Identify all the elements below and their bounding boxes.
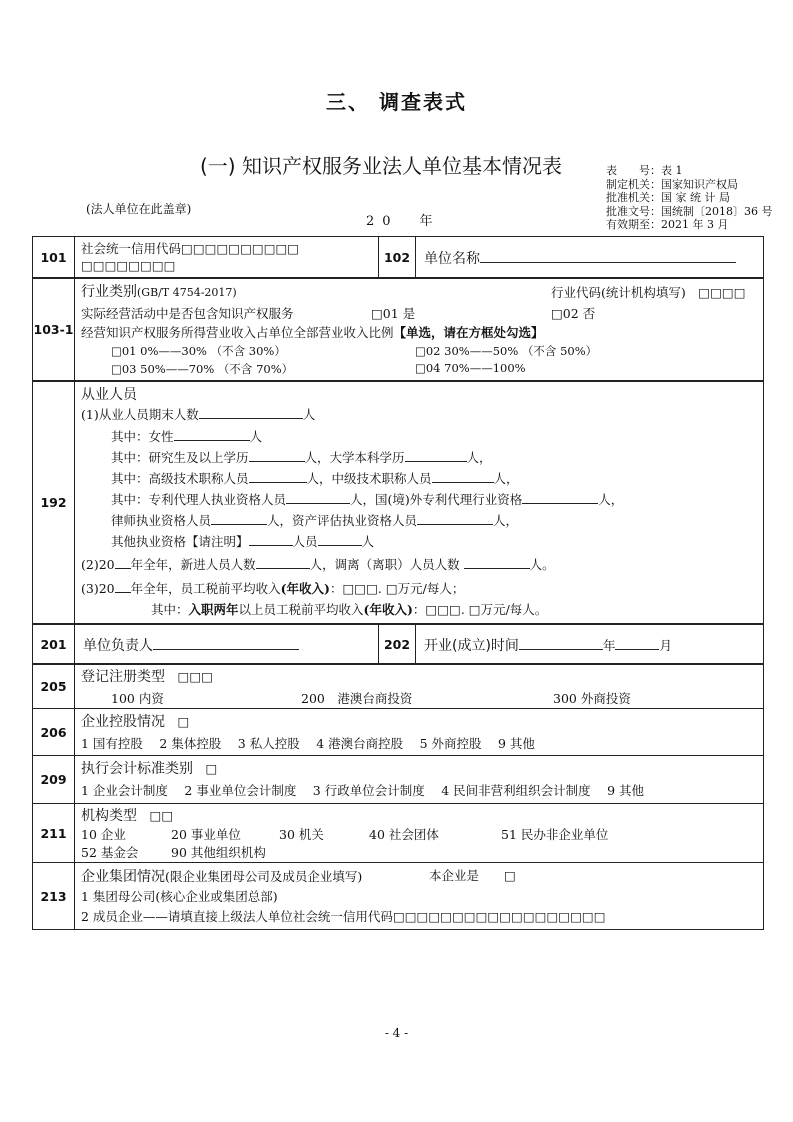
new-hires-field[interactable] — [256, 555, 310, 569]
credit-code-label: 社会统一信用代码 — [81, 241, 182, 256]
unit-person: 人 — [493, 471, 507, 486]
two-years-income-label: 以上员工税前平均收入 — [238, 602, 364, 617]
unit-person: 人 — [249, 429, 263, 444]
unit-person: 人 — [302, 407, 316, 422]
group-box[interactable]: □ — [504, 868, 516, 883]
appraiser-field[interactable] — [417, 511, 493, 525]
annual-income-label-2: (年收入) — [363, 602, 413, 617]
registration-option-hmt: 200 港澳台商投资 — [301, 691, 413, 706]
unit-person: 人 — [466, 450, 480, 465]
institution-type-heading: 机构类型 — [81, 808, 137, 824]
unit-person: 人 — [598, 492, 611, 507]
senior-title-field[interactable] — [249, 469, 307, 483]
group-option-member: 2 成员企业——请填直接上级法人单位社会统一信用代码 — [81, 909, 393, 924]
institution-option-enterprise: 10 企业 — [81, 827, 126, 842]
row-code-211: 211 — [33, 804, 75, 863]
holding-box[interactable]: □ — [177, 714, 190, 729]
row-code-205: 205 — [33, 664, 75, 709]
two-years-label: 入职两年 — [188, 602, 239, 617]
section-title: 三、 调查表式 — [326, 90, 467, 114]
new-hires-label: 年全年，新进人员人数 — [130, 557, 256, 572]
postgrad-label: 其中：研究生及以上学历 — [111, 450, 249, 465]
revenue-share-option-4[interactable]: □04 70%——100% — [415, 361, 526, 375]
lawyer-label: 律师执业资格人员 — [111, 513, 212, 528]
registration-option-domestic: 100 内资 — [111, 691, 164, 706]
two-years-income-boxes[interactable]: ：□□□. □万元/每人。 — [412, 602, 548, 617]
appraiser-label: 人，资产评估执业资格人员 — [267, 513, 418, 528]
meta-approving-authority: 批准机关：国 家 统 计 局 — [606, 191, 730, 204]
middle-title-field[interactable] — [432, 469, 494, 483]
row-code-192: 192 — [33, 381, 75, 624]
departures-field[interactable] — [464, 555, 530, 569]
form-title: (一) 知识产权服务业法人单位基本情况表 — [200, 154, 562, 178]
institution-option-private-nonprofit: 51 民办非企业单位 — [501, 827, 609, 842]
credit-code-boxes-1[interactable]: □□□□□□□□□□ — [181, 241, 300, 256]
page-number: - 4 - — [384, 1026, 409, 1040]
industry-code-boxes[interactable]: □□□□ — [698, 285, 746, 300]
meta-issuing-authority: 制定机关：国家知识产权局 — [606, 177, 738, 191]
row-code-102: 102 — [379, 237, 416, 279]
institution-option-social: 40 社会团体 — [369, 827, 439, 842]
year-label: 年 — [602, 638, 616, 653]
revenue-share-option-1[interactable]: □01 0%——30% （不含 30%） — [111, 344, 286, 358]
registration-type-heading: 登记注册类型 — [81, 669, 165, 685]
employees-heading: 从业人员 — [81, 387, 137, 403]
patent-agent-label: 其中：专利代理人执业资格人员 — [111, 492, 287, 507]
revenue-share-note: 【单选，请在方框处勾选】 — [393, 325, 544, 340]
founding-month-field[interactable] — [615, 636, 659, 650]
founding-year-field[interactable] — [519, 636, 603, 650]
accounting-standard-heading: 执行会计标准类别 — [81, 761, 193, 777]
ip-service-yes-option[interactable]: □01 是 — [371, 306, 416, 321]
founding-time-label: 开业(成立)时间 — [424, 638, 519, 654]
female-field[interactable] — [174, 427, 250, 441]
credit-code-boxes-2[interactable]: □□□□□□□□ — [81, 258, 176, 273]
period-person: 人。 — [529, 557, 555, 572]
other-persons-label: 人员 — [292, 534, 318, 549]
other-persons-field[interactable] — [318, 532, 362, 546]
self-label: 本企业是 — [429, 868, 480, 883]
unit-person: 人 — [361, 534, 375, 549]
overseas-patent-field[interactable] — [522, 490, 598, 504]
among-label: 其中： — [151, 602, 189, 617]
patent-agent-field[interactable] — [286, 490, 350, 504]
avg-income-label: 年全年，员工税前平均收入 — [130, 581, 281, 596]
row-code-206: 206 — [33, 709, 75, 756]
other-qualification-field[interactable] — [249, 532, 293, 546]
meta-valid-until: 有效期至：2021 年 3 月 — [606, 218, 729, 231]
overseas-patent-label: 人，国(境)外专利代理行业资格 — [350, 492, 523, 507]
employees-total-field[interactable] — [199, 405, 303, 419]
accounting-standard-options: 1 企业会计制度 2 事业单位会计制度 3 行政单位会计制度 4 民间非营利组织会计制度 9 其他 — [81, 783, 645, 798]
industry-standard: (GB/T 4754-2017) — [137, 286, 237, 299]
unit-name-label: 单位名称 — [424, 251, 480, 267]
industry-code-label: 行业代码(统计机构填写) — [551, 285, 686, 300]
institution-type-boxes[interactable]: □□ — [149, 808, 174, 823]
parent-credit-code-boxes[interactable]: □□□□□□□□□□□□□□□□□□ — [392, 909, 606, 924]
ip-service-no-option[interactable]: □02 否 — [551, 306, 596, 321]
revenue-share-option-2[interactable]: □02 30%——50% （不含 50%） — [415, 344, 598, 358]
group-option-parent: 1 集团母公司(核心企业或集团总部) — [81, 889, 278, 904]
lawyer-field[interactable] — [211, 511, 267, 525]
registration-type-boxes[interactable]: □□□ — [177, 669, 213, 684]
group-heading: 企业集团情况 — [81, 869, 165, 885]
seal-note: (法人单位在此盖章) — [86, 202, 192, 216]
row-code-101: 101 — [33, 237, 75, 279]
female-label: 其中：女性 — [111, 429, 174, 444]
avg-income-boxes[interactable]: ：□□□. □万元/每人； — [329, 581, 465, 596]
registration-option-foreign: 300 外商投资 — [553, 691, 631, 706]
departures-label: 人，调离（离职）人员人数 — [309, 557, 460, 572]
year-prefix: (2)20 — [81, 557, 115, 572]
undergrad-field[interactable] — [405, 448, 467, 462]
holding-heading: 企业控股情况 — [81, 714, 165, 730]
revenue-share-option-3[interactable]: □03 50%——70% （不含 70%） — [111, 362, 294, 376]
unit-name-field[interactable] — [480, 249, 736, 263]
unit-head-field[interactable] — [153, 636, 299, 650]
industry-category-heading: 行业类别 — [81, 284, 137, 300]
institution-option-public: 20 事业单位 — [171, 827, 241, 842]
unit-head-label: 单位负责人 — [83, 638, 153, 654]
institution-option-other: 90 其他组织机构 — [171, 845, 266, 860]
row-code-202: 202 — [379, 624, 416, 664]
year-prefix: (3)20 — [81, 581, 115, 596]
accounting-standard-box[interactable]: □ — [205, 761, 218, 776]
senior-title-label: 其中：高级技术职称人员 — [111, 471, 249, 486]
year-field-income[interactable] — [115, 579, 131, 593]
unit-person: 人 — [493, 513, 506, 528]
month-label: 月 — [659, 638, 672, 653]
holding-options: 1 国有控股 2 集体控股 3 私人控股 4 港澳台商控股 5 外商控股 9 其他 — [81, 736, 535, 751]
middle-title-label: 人，中级技术职称人员 — [306, 471, 432, 486]
form-meta — [606, 164, 773, 232]
institution-option-foundation: 52 基金会 — [81, 845, 139, 860]
meta-approval-number: 批准文号：国统制〔2018〕36 号 — [606, 204, 773, 218]
row-code-103-1: 103-1 — [33, 278, 75, 381]
annual-income-label: (年收入) — [280, 581, 330, 596]
postgrad-field[interactable] — [249, 448, 305, 462]
revenue-share-question: 经营知识产权服务所得营业收入占单位全部营业收入比例 — [81, 325, 394, 340]
basic-info-form: 101 社会统一信用代码□□□□□□□□□□ □□□□□□□□ 102 单位名称 103-1 行业类别(GB/T 4754-2017) 行业代码(统计机构填写) □□□□ 实际经营活动中是否包含知识产权服务 □01 是 □02 否 经营知识产权服务所得营业收入占单位全部营业收入比例【单选，请在方框处勾选】 □01 0%——30% （不含 30%） □02 30%——50% （不含 50%） □03 50%——70% （不含 70%） □04 70%——100% 192 从业人员 (1)从业人员期末人数 人 其中：女性 人 其中：研究生及以上学历 人，大学本科学历 人， 其中：高级技术职称人员 人，中级技术职称人员 人， 其中：专利代理人执业资格人员 人，国(境)外专利代理行业资格 人， 律师执业资格人员 人，资产评估执业资格人员 人， 其他执业资格【请注明】 人员 人 (2)20 年全年，新进人员人数 人，调离（离职）人员人数 人。 (3)20 年全年，员工税前平均收入(年收入)：□□□. □万元/每人； 其中：入职两年以上员工税前平均收入(年收入)：□□□. □万元/每人。 201 单位负责人 202 开业(成立)时间 年 月 205 登记注册类型 □□□ 100 内资 200 港澳台商投资 300 外商投资 206 企业控股情况 □ 1 国有控股 2 集体控股 3 私人控股 4 港澳台商控股 5 外商控股 9 其他 209 执行会计标准类别 □ 1 企业会计制度 2 事业单位会计制度 3 行政单位会计制度 4 民间非营利组织会计制度 9 其他 211 机构类型 □□ 10 企业 20 事业单位 30 机关 40 社会团体 51 民办非企业单位 52 基金会 90 其他组织机构 213 企业集团情况(限企业集团母公司及成员企业填写) 本企业是 □ 1 集团母公司(核心企业或集团总部) 2 成员企业——请填直接上级法人单位社会统一信用代码□□□□□□□□□□□□□□□□□□ — [32, 236, 764, 930]
employees-total-label: (1)从业人员期末人数 — [81, 407, 199, 422]
row-code-209: 209 — [33, 756, 75, 804]
other-qualification-label: 其他执业资格【请注明】 — [111, 534, 249, 549]
meta-table-number: 表 号：表 1 — [606, 164, 683, 177]
institution-option-government: 30 机关 — [279, 827, 324, 842]
ip-service-question: 实际经营活动中是否包含知识产权服务 — [81, 306, 294, 321]
group-subnote: (限企业集团母公司及成员企业填写) — [165, 869, 363, 884]
row-code-213: 213 — [33, 863, 75, 930]
row-code-201: 201 — [33, 624, 75, 664]
year-stamp: 20 年 — [366, 214, 441, 229]
undergrad-label: 人，大学本科学历 — [304, 450, 405, 465]
year-field-hires[interactable] — [115, 555, 131, 569]
